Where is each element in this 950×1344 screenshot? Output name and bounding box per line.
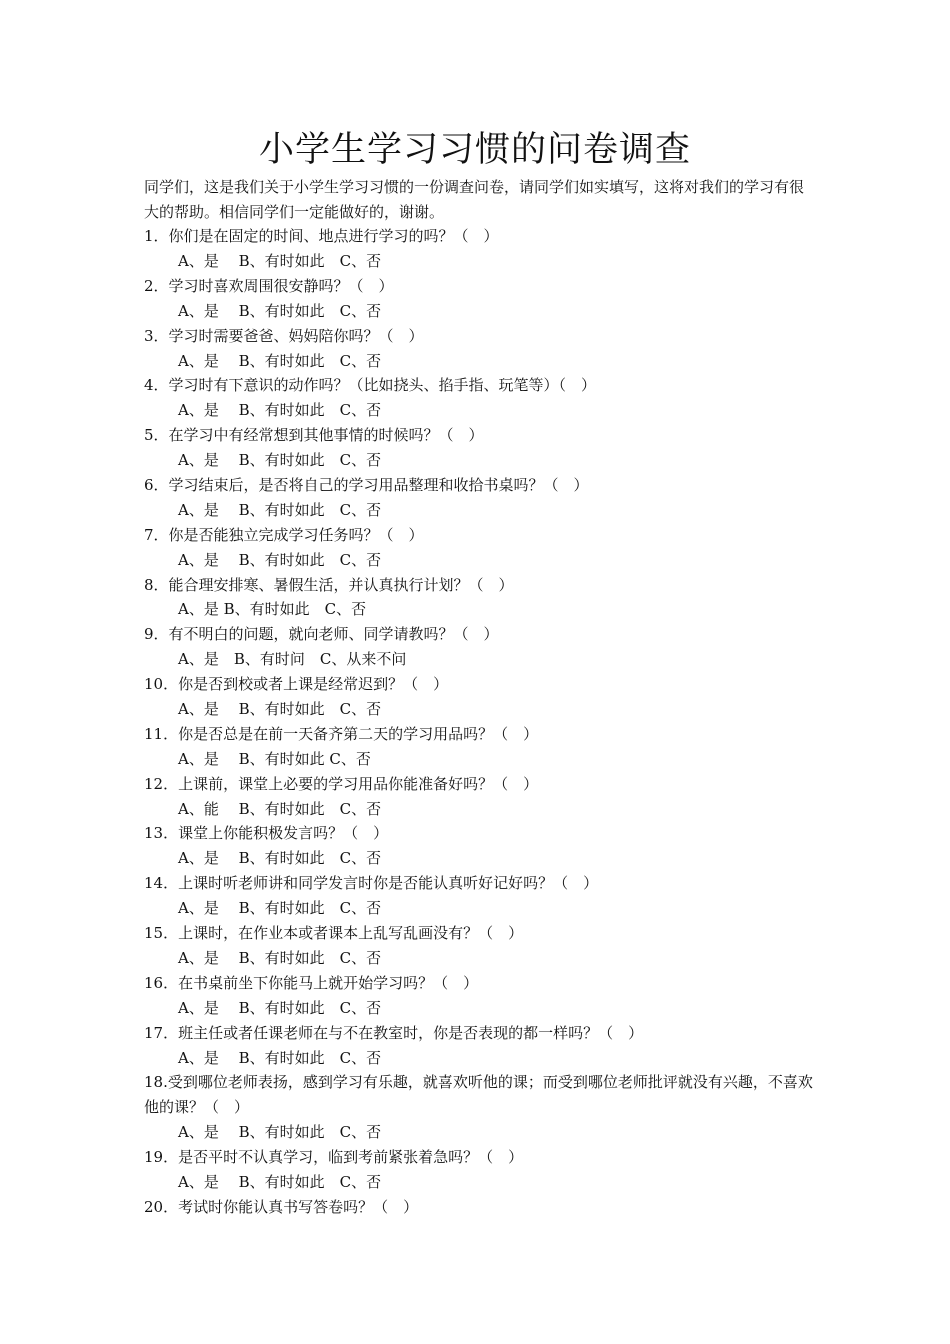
question-12: 12．上课前，课堂上必要的学习用品你能准备好吗？（ ） [144, 775, 539, 793]
options-19: A、是 B、有时如此 C、否 [178, 1173, 382, 1191]
question-4: 4．学习时有下意识的动作吗？（比如挠头、掐手指、玩笔等）（ ） [144, 376, 597, 394]
options-14: A、是 B、有时如此 C、否 [178, 899, 382, 917]
options-8: A、是 B、有时如此 C、否 [178, 600, 367, 618]
options-4: A、是 B、有时如此 C、否 [178, 401, 382, 419]
options-6: A、是 B、有时如此 C、否 [178, 501, 382, 519]
question-17: 17．班主任或者任课老师在与不在教室时，你是否表现的都一样吗？（ ） [144, 1024, 644, 1042]
question-13: 13．课堂上你能积极发言吗？（ ） [144, 824, 389, 842]
options-13: A、是 B、有时如此 C、否 [178, 849, 382, 867]
question-18: 18.受到哪位老师表扬，感到学习有乐趣，就喜欢听他的课；而受到哪位老师批评就没有兴趣，不喜欢他的课？（ ） [144, 1073, 813, 1116]
options-3: A、是 B、有时如此 C、否 [178, 352, 382, 370]
question-14: 14．上课时听老师讲和同学发言时你是否能认真听好记好吗？（ ） [144, 874, 599, 892]
question-20: 20．考试时你能认真书写答卷吗？（ ） [144, 1198, 419, 1216]
options-2: A、是 B、有时如此 C、否 [178, 302, 382, 320]
question-19: 19．是否平时不认真学习，临到考前紧张着急吗？（ ） [144, 1148, 524, 1166]
options-18: A、是 B、有时如此 C、否 [178, 1123, 382, 1141]
options-9: A、是 B、有时问 C、从来不问 [178, 650, 407, 668]
options-1: A、是 B、有时如此 C、否 [178, 252, 382, 270]
question-7: 7．你是否能独立完成学习任务吗？（ ） [144, 526, 424, 544]
intro-paragraph: 同学们，这是我们关于小学生学习习惯的一份调查问卷，请同学们如实填写，这将对我们的学习有很大的帮助。相信同学们一定能做好的，谢谢。 [144, 178, 805, 221]
question-10: 10．你是否到校或者上课是经常迟到？（ ） [144, 675, 449, 693]
options-15: A、是 B、有时如此 C、否 [178, 949, 382, 967]
options-5: A、是 B、有时如此 C、否 [178, 451, 382, 469]
question-2: 2．学习时喜欢周围很安静吗？（ ） [144, 277, 394, 295]
question-1: 1．你们是在固定的时间、地点进行学习的吗？（ ） [144, 227, 499, 245]
options-11: A、是 B、有时如此 C、否 [178, 750, 371, 768]
options-12: A、能 B、有时如此 C、否 [178, 800, 382, 818]
page-title: 小学生学习习惯的问卷调查 [258, 130, 691, 170]
question-8: 8．能合理安排寒、暑假生活，并认真执行计划？（ ） [144, 576, 514, 594]
question-3: 3．学习时需要爸爸、妈妈陪你吗？（ ） [144, 327, 424, 345]
options-10: A、是 B、有时如此 C、否 [178, 700, 382, 718]
question-16: 16．在书桌前坐下你能马上就开始学习吗？（ ） [144, 974, 479, 992]
question-9: 9．有不明白的问题，就向老师、同学请教吗？（ ） [144, 625, 499, 643]
question-15: 15．上课时，在作业本或者课本上乱写乱画没有？（ ） [144, 924, 524, 942]
question-5: 5．在学习中有经常想到其他事情的时候吗？（ ） [144, 426, 484, 444]
options-17: A、是 B、有时如此 C、否 [178, 1049, 382, 1067]
question-11: 11．你是否总是在前一天备齐第二天的学习用品吗？（ ） [144, 725, 539, 743]
options-16: A、是 B、有时如此 C、否 [178, 999, 382, 1017]
question-6: 6．学习结束后，是否将自己的学习用品整理和收拾书桌吗？（ ） [144, 476, 589, 494]
options-7: A、是 B、有时如此 C、否 [178, 551, 382, 569]
